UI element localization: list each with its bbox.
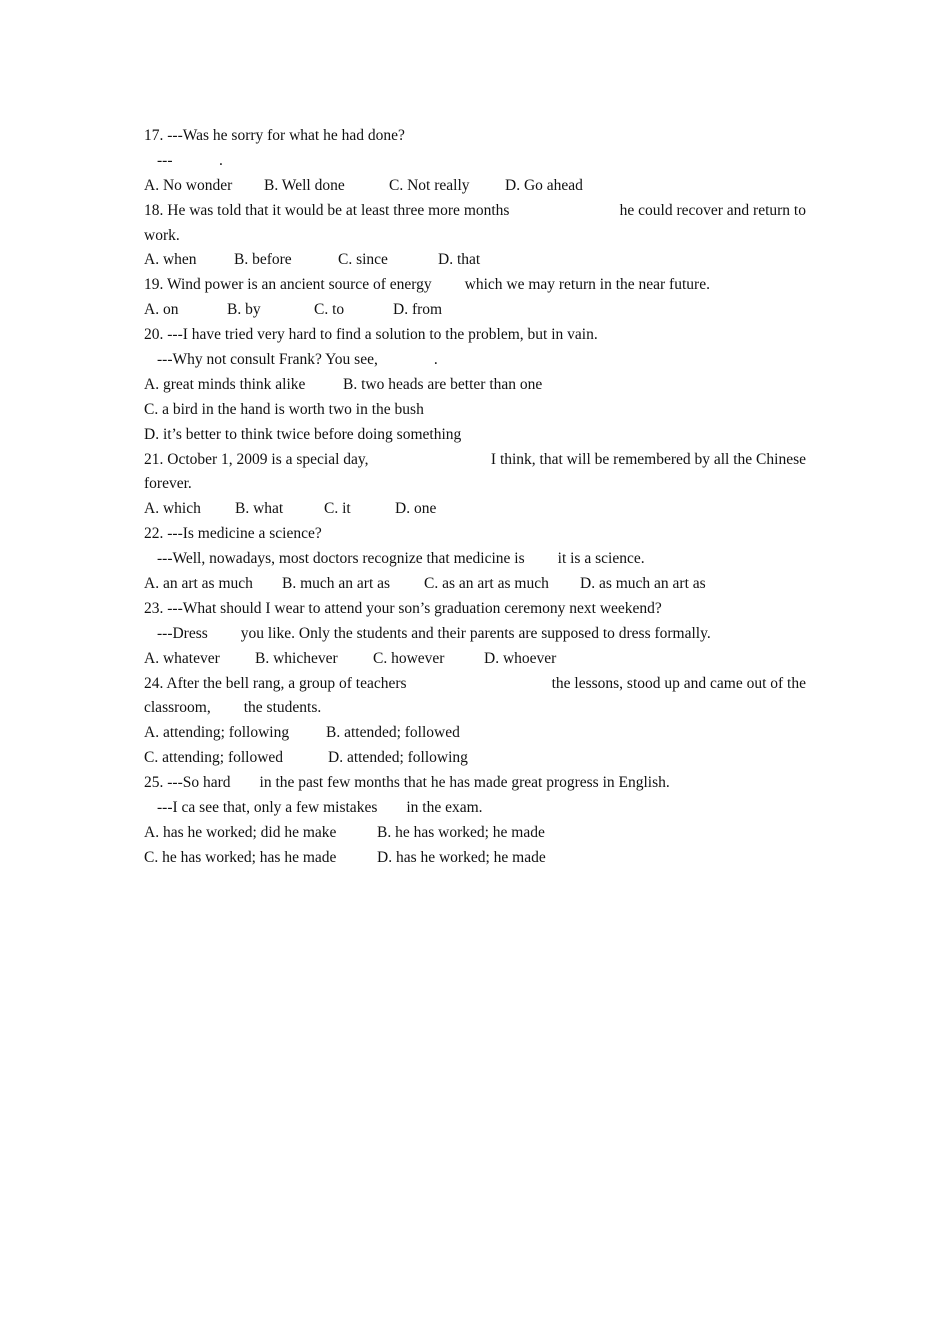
- question-23-stem: [144, 597, 806, 622]
- question-21-stem: [144, 448, 806, 473]
- option-c: C. since: [338, 251, 388, 269]
- question-20-options-ab: [144, 373, 806, 398]
- question-text: forever.: [144, 475, 192, 493]
- option-b: B. Well done: [264, 176, 345, 194]
- option-a: A. attending; following: [144, 724, 290, 742]
- option-c: C. to: [314, 301, 345, 319]
- question-text: in the exam.: [406, 799, 483, 817]
- question-25-response: [144, 796, 806, 821]
- option-c: C. however: [373, 649, 445, 667]
- question-text: you like. Only the students and their parents are supposed to dress formally.: [240, 624, 711, 642]
- question-text: .: [433, 351, 438, 369]
- option-b: B. what: [235, 500, 284, 518]
- question-text: 24. After the bell rang, a group of teachers: [144, 674, 407, 692]
- option-d: D. attended; following: [328, 749, 468, 767]
- question-text: --- .: [157, 151, 223, 169]
- question-19-options: [144, 298, 806, 323]
- question-text: ---Why not consult Frank? You see,: [157, 351, 378, 369]
- question-24-stem: [144, 672, 806, 697]
- question-text: he could recover and return to: [619, 201, 806, 219]
- question-20-stem: [144, 323, 806, 348]
- question-text: ---Well, nowadays, most doctors recognize that medicine is: [157, 550, 525, 568]
- question-text: 17. ---Was he sorry for what he had done?: [144, 127, 405, 144]
- option-a: A. has he worked; did he make: [144, 823, 337, 841]
- option-b: B. before: [234, 251, 292, 269]
- question-text: which we may return in the near future.: [464, 276, 710, 294]
- option-c: C. a bird in the hand is worth two in the bush: [144, 400, 424, 418]
- question-text: work.: [144, 226, 180, 244]
- option-a: A. great minds think alike: [144, 375, 306, 393]
- option-c: C. attending; followed: [144, 749, 284, 767]
- question-22-response: [144, 547, 806, 572]
- question-text: 19. Wind power is an ancient source of energy: [144, 276, 432, 294]
- question-text: I think, that will be remembered by all the Chinese: [490, 450, 806, 468]
- question-23-options: [144, 647, 806, 672]
- question-17-stem: [144, 124, 806, 149]
- question-23-response: [144, 622, 806, 647]
- question-20-option-c: [144, 398, 806, 423]
- option-c: C. he has worked; has he made: [144, 848, 337, 866]
- question-text: ---I ca see that, only a few mistakes: [157, 799, 378, 817]
- question-17-options: [144, 174, 806, 199]
- option-b: B. he has worked; he made: [377, 823, 545, 841]
- question-18-stem-cont: [144, 224, 806, 249]
- question-text: the lessons, stood up and came out of the: [551, 674, 806, 692]
- question-25-options-cd: [144, 846, 806, 871]
- option-b: B. whichever: [255, 649, 338, 667]
- option-a: A. an art as much: [144, 575, 253, 593]
- question-text: ---Dress: [157, 624, 208, 642]
- question-18-options: [144, 248, 806, 273]
- question-25-stem: [144, 771, 806, 796]
- question-text: 20. ---I have tried very hard to find a solution to the problem, but in vain.: [144, 326, 598, 344]
- option-c: C. as an art as much: [424, 575, 549, 593]
- question-20-response: [144, 348, 806, 373]
- question-22-options: [144, 572, 806, 597]
- option-c: C. it: [324, 500, 351, 518]
- question-text: 18. He was told that it would be at least three more months: [144, 201, 510, 219]
- question-text: in the past few months that he has made great progress in English.: [259, 774, 670, 792]
- question-25-options-ab: [144, 821, 806, 846]
- question-text: 25. ---So hard: [144, 774, 231, 792]
- question-text: it is a science.: [557, 550, 645, 568]
- option-d: D. that: [438, 251, 481, 269]
- option-d: D. it’s better to think twice before doing something: [144, 425, 462, 443]
- question-list: [144, 124, 806, 871]
- question-22-stem: [144, 522, 806, 547]
- question-21-stem-cont: [144, 472, 806, 497]
- question-19-stem: [144, 273, 806, 298]
- option-b: B. by: [227, 301, 261, 319]
- option-b: B. much an art as: [282, 575, 391, 593]
- option-c: C. Not really: [389, 176, 470, 194]
- option-a: A. whatever: [144, 649, 220, 667]
- question-text: classroom,: [144, 699, 211, 717]
- question-text: the students.: [243, 699, 322, 717]
- question-17-response: [144, 149, 806, 174]
- question-text: 21. October 1, 2009 is a special day,: [144, 450, 369, 468]
- option-a: A. No wonder: [144, 176, 233, 194]
- option-a: A. which: [144, 500, 201, 518]
- question-20-option-d: [144, 423, 806, 448]
- option-b: B. two heads are better than one: [343, 375, 543, 393]
- option-d: D. as much an art as: [580, 575, 706, 593]
- question-24-stem-cont: [144, 696, 806, 721]
- option-d: D. Go ahead: [505, 176, 583, 194]
- option-d: D. one: [395, 500, 437, 518]
- question-text: 23. ---What should I wear to attend your son’s graduation ceremony next weekend?: [144, 599, 662, 617]
- option-d: D. has he worked; he made: [377, 848, 546, 866]
- option-b: B. attended; followed: [326, 724, 460, 742]
- option-d: D. from: [393, 301, 443, 319]
- question-24-options-cd: [144, 746, 806, 771]
- option-a: A. on: [144, 301, 179, 319]
- option-d: D. whoever: [484, 649, 557, 667]
- question-18-stem: [144, 199, 806, 224]
- question-24-options-ab: [144, 721, 806, 746]
- question-text: 22. ---Is medicine a science?: [144, 525, 322, 543]
- option-a: A. when: [144, 251, 197, 269]
- question-21-options: [144, 497, 806, 522]
